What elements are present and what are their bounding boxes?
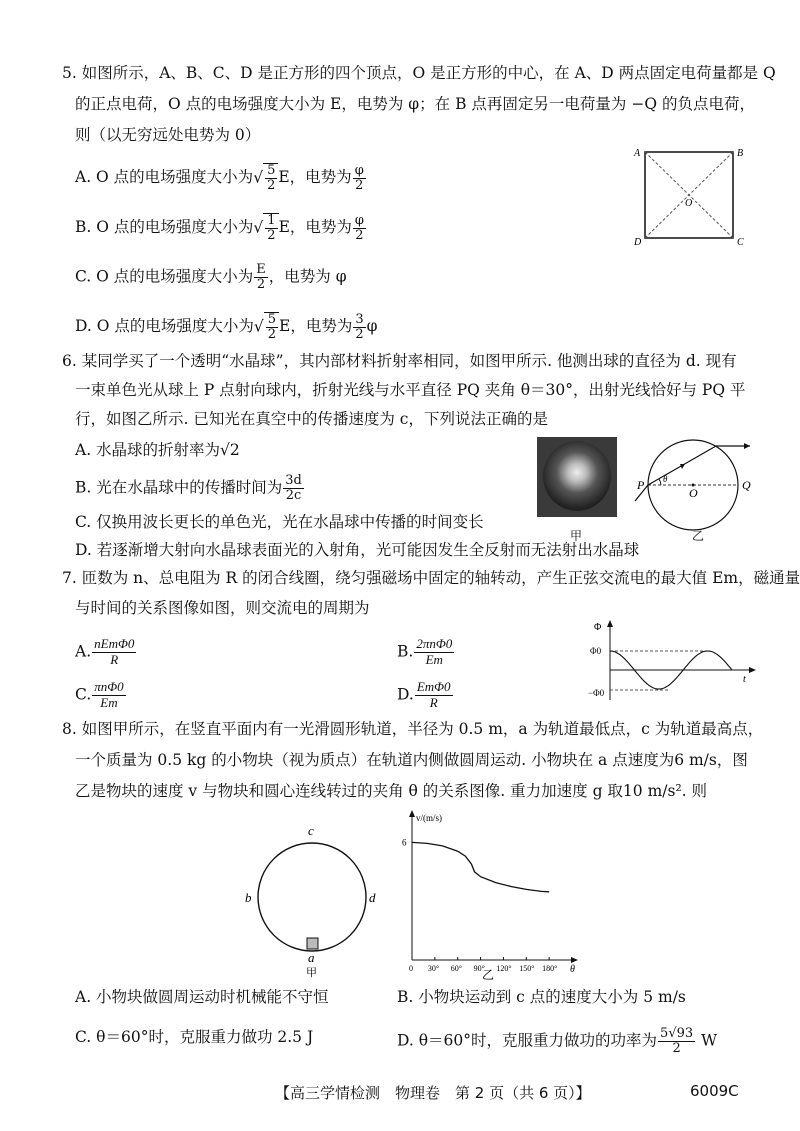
q5-stem-line-3: 则（以无穷远处电势为 0）: [75, 126, 261, 144]
label-q: Q: [742, 478, 751, 492]
max-label: Φ0: [590, 646, 602, 656]
q5-option-a[interactable]: A. O 点的电场强度大小为√ $\frac{5}{2}$ E，电势为 $\frac{\varphi}{2}$: [75, 162, 364, 193]
crystal-ball-photo: [537, 437, 617, 517]
q5-stem-line-2: 的正点电荷，O 点的电场强度大小为 E，电势为 φ；在 B 点再固定另一电荷量为 −Q 的负点电荷，: [75, 95, 755, 113]
q6-stem-line-1: 6. 某同学买了一个透明“水晶球”，其内部材料折射率相同，如图甲所示. 他测出球的直径为 d. 现有: [62, 352, 737, 370]
label-p: P: [637, 478, 645, 492]
x-tick-label: 0: [409, 964, 413, 973]
q8-option-b[interactable]: B. 小物块运动到 c 点的速度大小为 5 m/s: [397, 988, 686, 1006]
sqrt-symbol: √ $\frac{5}{2}$: [254, 312, 279, 342]
q7-option-c[interactable]: C. $\frac{\text{πnΦ0}}{Em}$: [75, 679, 124, 710]
q6-option-c[interactable]: C. 仅换用波长更长的单色光，光在水晶球中传播的时间变长: [75, 513, 484, 531]
block: [307, 938, 318, 949]
q7-stem-line-2: 与时间的关系图像如图，则交流电的周期为: [75, 599, 370, 617]
q5-option-c[interactable]: C. O 点的电场强度大小为 $\frac{E}{2}$ ，电势为 φ: [75, 262, 347, 292]
q7-option-b[interactable]: B. $\frac{\text{2πnΦ0}}{Em}$: [397, 636, 453, 667]
x-tick-label: 120°: [496, 964, 512, 973]
arrow-icon: [744, 443, 750, 449]
figure-caption-yi: 乙: [692, 529, 705, 543]
arrow-icon: [571, 957, 578, 963]
x-tick-label: 30°: [427, 964, 440, 973]
y-axis-label: Φ: [594, 622, 602, 633]
label-a: a: [308, 950, 315, 965]
q6-option-b[interactable]: B. 光在水晶球中的传播时间为 $\frac{3d}{2c}$: [75, 473, 302, 503]
flux-time-graph: [588, 618, 758, 702]
x-tick-label: 180°: [542, 964, 558, 973]
velocity-curve: [412, 842, 549, 891]
q6-stem-line-2: 一束单色光从球上 P 点射向球内，折射光线与水平直径 PQ 夹角 θ＝30°，出射光线恰好与 PQ 平: [75, 381, 746, 399]
track-circle: [258, 843, 366, 951]
square-diagram: [620, 140, 780, 260]
q5-stem-line-1: 5. 如图所示，A、B、C、D 是正方形的四个顶点，O 是正方形的中心，在 A、D 两点固定电荷量都是 Q: [62, 64, 776, 82]
q7-option-a[interactable]: A. $\frac{\text{nEmΦ0}}{R}$: [75, 636, 135, 667]
q7-option-d[interactable]: D. $\frac{\text{EmΦ0}}{R}$: [397, 679, 451, 710]
sqrt-symbol: √ $\frac{5}{2}$: [253, 163, 278, 193]
q5-option-b[interactable]: B. O 点的电场强度大小为√ $\frac{1}{2}$ E，电势为 $\frac{\varphi}{2}$: [75, 212, 364, 243]
min-label: −Φ0: [588, 688, 605, 698]
label-d: d: [369, 890, 376, 905]
label-o: O: [689, 486, 698, 500]
q8-stem-line-2: 一个质量为 0.5 kg 的小物块（视为质点）在轨道内侧做圆周运动. 小物块在 a 点速度为6 m/s，图: [75, 751, 748, 769]
q8-option-d[interactable]: D. θ＝60°时，克服重力做功的功率为 $\frac{5√93}{2}$ W: [397, 1026, 718, 1056]
x-tick-label: 150°: [519, 964, 535, 973]
q5-option-d[interactable]: D. O 点的电场强度大小为√ $\frac{5}{2}$ E，电势为 $\frac{3}{2}$ φ: [75, 311, 378, 342]
label-d: D: [634, 237, 642, 248]
q7-stem-line-1: 7. 匝数为 n、总电阻为 R 的闭合线圈，绕匀强磁场中固定的轴转动，产生正弦交流电的最大值 Em，磁通量: [62, 569, 800, 587]
angle-arc: [659, 479, 661, 485]
arrow-icon: [749, 667, 756, 673]
figure-caption-jia: 甲: [570, 529, 583, 543]
page-footer-title: 【高三学情检测 物理卷 第 2 页（共 6 页）】: [275, 1084, 591, 1102]
q8-option-c[interactable]: C. θ＝60°时，克服重力做功 2.5 J: [75, 1028, 314, 1046]
q8-option-a[interactable]: A. 小物块做圆周运动时机械能不守恒: [75, 988, 329, 1006]
y-tick-label: 6: [402, 837, 407, 848]
label-c: C: [737, 237, 744, 248]
label-theta: θ: [663, 474, 668, 484]
x-tick-label: 90°: [473, 964, 485, 973]
label-a: A: [634, 148, 641, 159]
q6-stem-line-3: 行，如图乙所示. 已知光在真空中的传播速度为 c，下列说法正确的是: [75, 410, 548, 428]
sqrt-symbol: √ $\frac{1}{2}$: [253, 213, 278, 243]
label-c: c: [308, 823, 314, 838]
circular-track-diagram: [240, 820, 385, 980]
q6-option-d[interactable]: D. 若逐渐增大射向水晶球表面光的入射角，光可能因发生全反射而无法射出水晶球: [75, 541, 640, 559]
arrow-icon: [409, 810, 415, 817]
page-code: 6009C: [690, 1082, 739, 1100]
q8-stem-line-3: 乙是物块的速度 v 与物块和圆心连线转过的夹角 θ 的关系图像. 重力加速度 g 取10 m/s². 则: [75, 782, 708, 800]
q6-option-a[interactable]: A. 水晶球的折射率为√2: [75, 441, 240, 459]
figure-caption-jia: 甲: [306, 967, 317, 979]
q8-stem-line-1: 8. 如图甲所示，在竖直平面内有一光滑圆形轨道，半径为 0.5 m，a 为轨道最低点，c 为轨道最高点，: [62, 720, 764, 738]
diagonal-bd: [645, 152, 733, 238]
arrow-icon: [607, 620, 613, 627]
x-axis-label: t: [743, 674, 746, 685]
crystal-ball-image: [543, 441, 611, 511]
x-tick-label: 60°: [450, 964, 462, 973]
x-axis-label: θ: [570, 964, 575, 975]
figure-caption-yi: 乙: [482, 968, 495, 980]
label-o: O: [685, 198, 693, 209]
label-b: b: [245, 890, 252, 905]
velocity-angle-chart: [400, 805, 580, 980]
y-axis-label: v/(m/s): [416, 813, 442, 823]
label-b: B: [737, 148, 744, 159]
